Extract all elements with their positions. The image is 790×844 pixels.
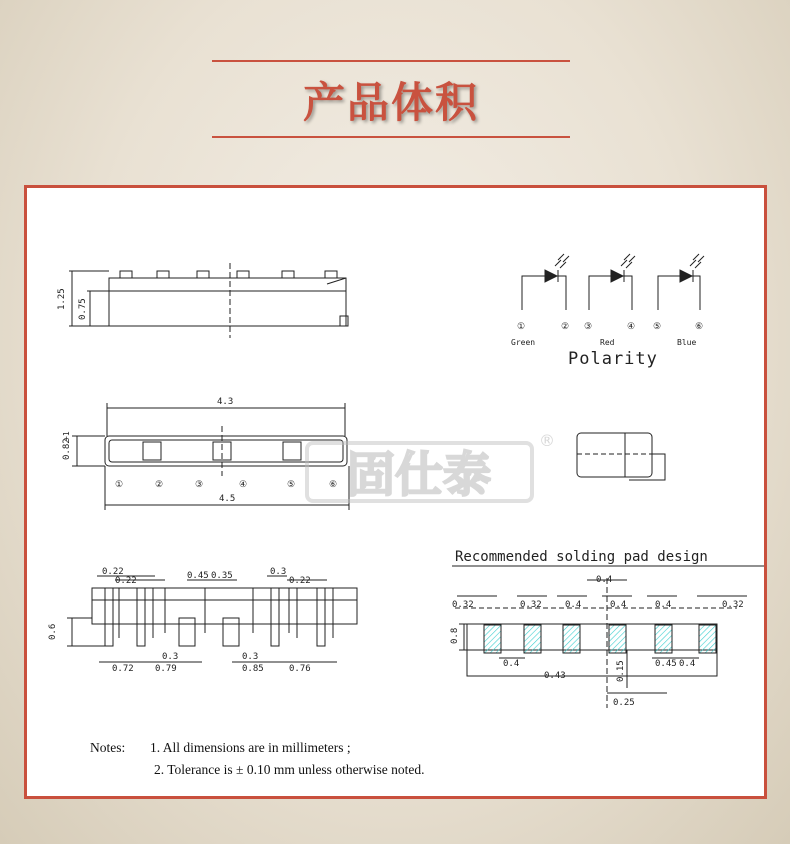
bottom-dim-bottom: 0.76	[289, 664, 311, 674]
pin-number: ④	[239, 480, 248, 490]
dim-height: 0.82	[62, 438, 72, 460]
bottom-view	[67, 576, 357, 662]
bottom-dim-top: 0.22	[102, 567, 124, 577]
polarity-pin: ①	[517, 322, 526, 332]
pad-dim-top: 0.4	[610, 600, 627, 610]
pad-dim-left: 0.8	[450, 627, 460, 644]
pad-dim-bottom: 0.43	[544, 671, 566, 681]
pad-dim-bottom: 0.45	[655, 659, 677, 669]
pad-dim-top: 0.32	[520, 600, 542, 610]
polarity-pin: ②	[561, 322, 570, 332]
pad-dim-bottom: 0.4	[503, 659, 520, 669]
note-item-2: 2. Tolerance is ± 0.10 mm unless otherwise noted.	[154, 762, 425, 777]
pin-number: ⑥	[329, 480, 338, 490]
bottom-dim-top: 0.22	[289, 576, 311, 586]
pin-number: ⑤	[287, 480, 296, 490]
bottom-dim-top: 0.3	[270, 567, 287, 577]
polarity-pin: ⑥	[695, 322, 704, 332]
page-title: 产品体积	[302, 78, 479, 127]
title-rule-top	[212, 60, 570, 62]
solder-pads	[484, 625, 716, 653]
bottom-dim-bottom: 0.79	[155, 664, 177, 674]
pad-dim-top: 0.4	[565, 600, 582, 610]
dim-height-total: 1.25	[57, 288, 67, 310]
note-item-1: 1. All dimensions are in millimeters ;	[150, 740, 351, 755]
pad-dim-top: 0.32	[452, 600, 474, 610]
pin-number: ②	[155, 480, 164, 490]
pad-dim-top: 0.32	[722, 600, 744, 610]
color-label-blue: Blue	[677, 338, 697, 347]
bottom-dim-bottom: 0.85	[242, 664, 264, 674]
side-detail-view	[577, 433, 665, 480]
registered-mark: ®	[539, 431, 555, 450]
side-view	[69, 263, 348, 338]
pin-number: ①	[115, 480, 124, 490]
pad-dim-vertical: 0.15	[616, 660, 626, 682]
pad-dim-bottom: 0.4	[679, 659, 696, 669]
bottom-dim-bottom: 0.72	[112, 664, 134, 674]
bottom-dim-bottom: 0.3	[242, 652, 259, 662]
pad-dim-top: 0.4	[655, 600, 672, 610]
bottom-dim-left: 0.6	[48, 623, 58, 640]
note-item-2-row	[154, 762, 425, 778]
notes-block	[90, 740, 351, 756]
polarity-label: Polarity	[568, 349, 658, 369]
polarity-pin: ④	[627, 322, 636, 332]
polarity-pin: ③	[584, 322, 593, 332]
drawing-frame	[24, 185, 767, 799]
bottom-dim-bottom: 0.3	[162, 652, 179, 662]
dim-height-tolerance: +1	[62, 431, 71, 441]
polarity-pin: ⑤	[653, 322, 662, 332]
dim-height-body: 0.75	[78, 298, 88, 320]
color-label-red: Red	[600, 338, 615, 347]
watermark-text: 固仕泰	[346, 447, 492, 503]
notes-label: Notes:	[90, 740, 126, 755]
dim-width-top: 4.3	[217, 397, 234, 407]
dim-width-bottom: 4.5	[219, 494, 236, 504]
bottom-dim-top: 0.35	[211, 571, 233, 581]
pin-number: ③	[195, 480, 204, 490]
technical-drawing	[27, 188, 764, 796]
title-rule-bottom	[212, 136, 570, 138]
pad-dim-lowest: 0.25	[613, 698, 635, 708]
bottom-dim-top: 0.45	[187, 571, 209, 581]
bottom-dim-top: 0.22	[115, 576, 137, 586]
watermark-logo	[307, 431, 555, 503]
color-label-green: Green	[511, 338, 536, 347]
pad-design-title: Recommended solding pad design	[455, 549, 708, 565]
polarity-diagram	[522, 254, 704, 310]
pad-dim-top-center: 0.4	[596, 575, 613, 585]
